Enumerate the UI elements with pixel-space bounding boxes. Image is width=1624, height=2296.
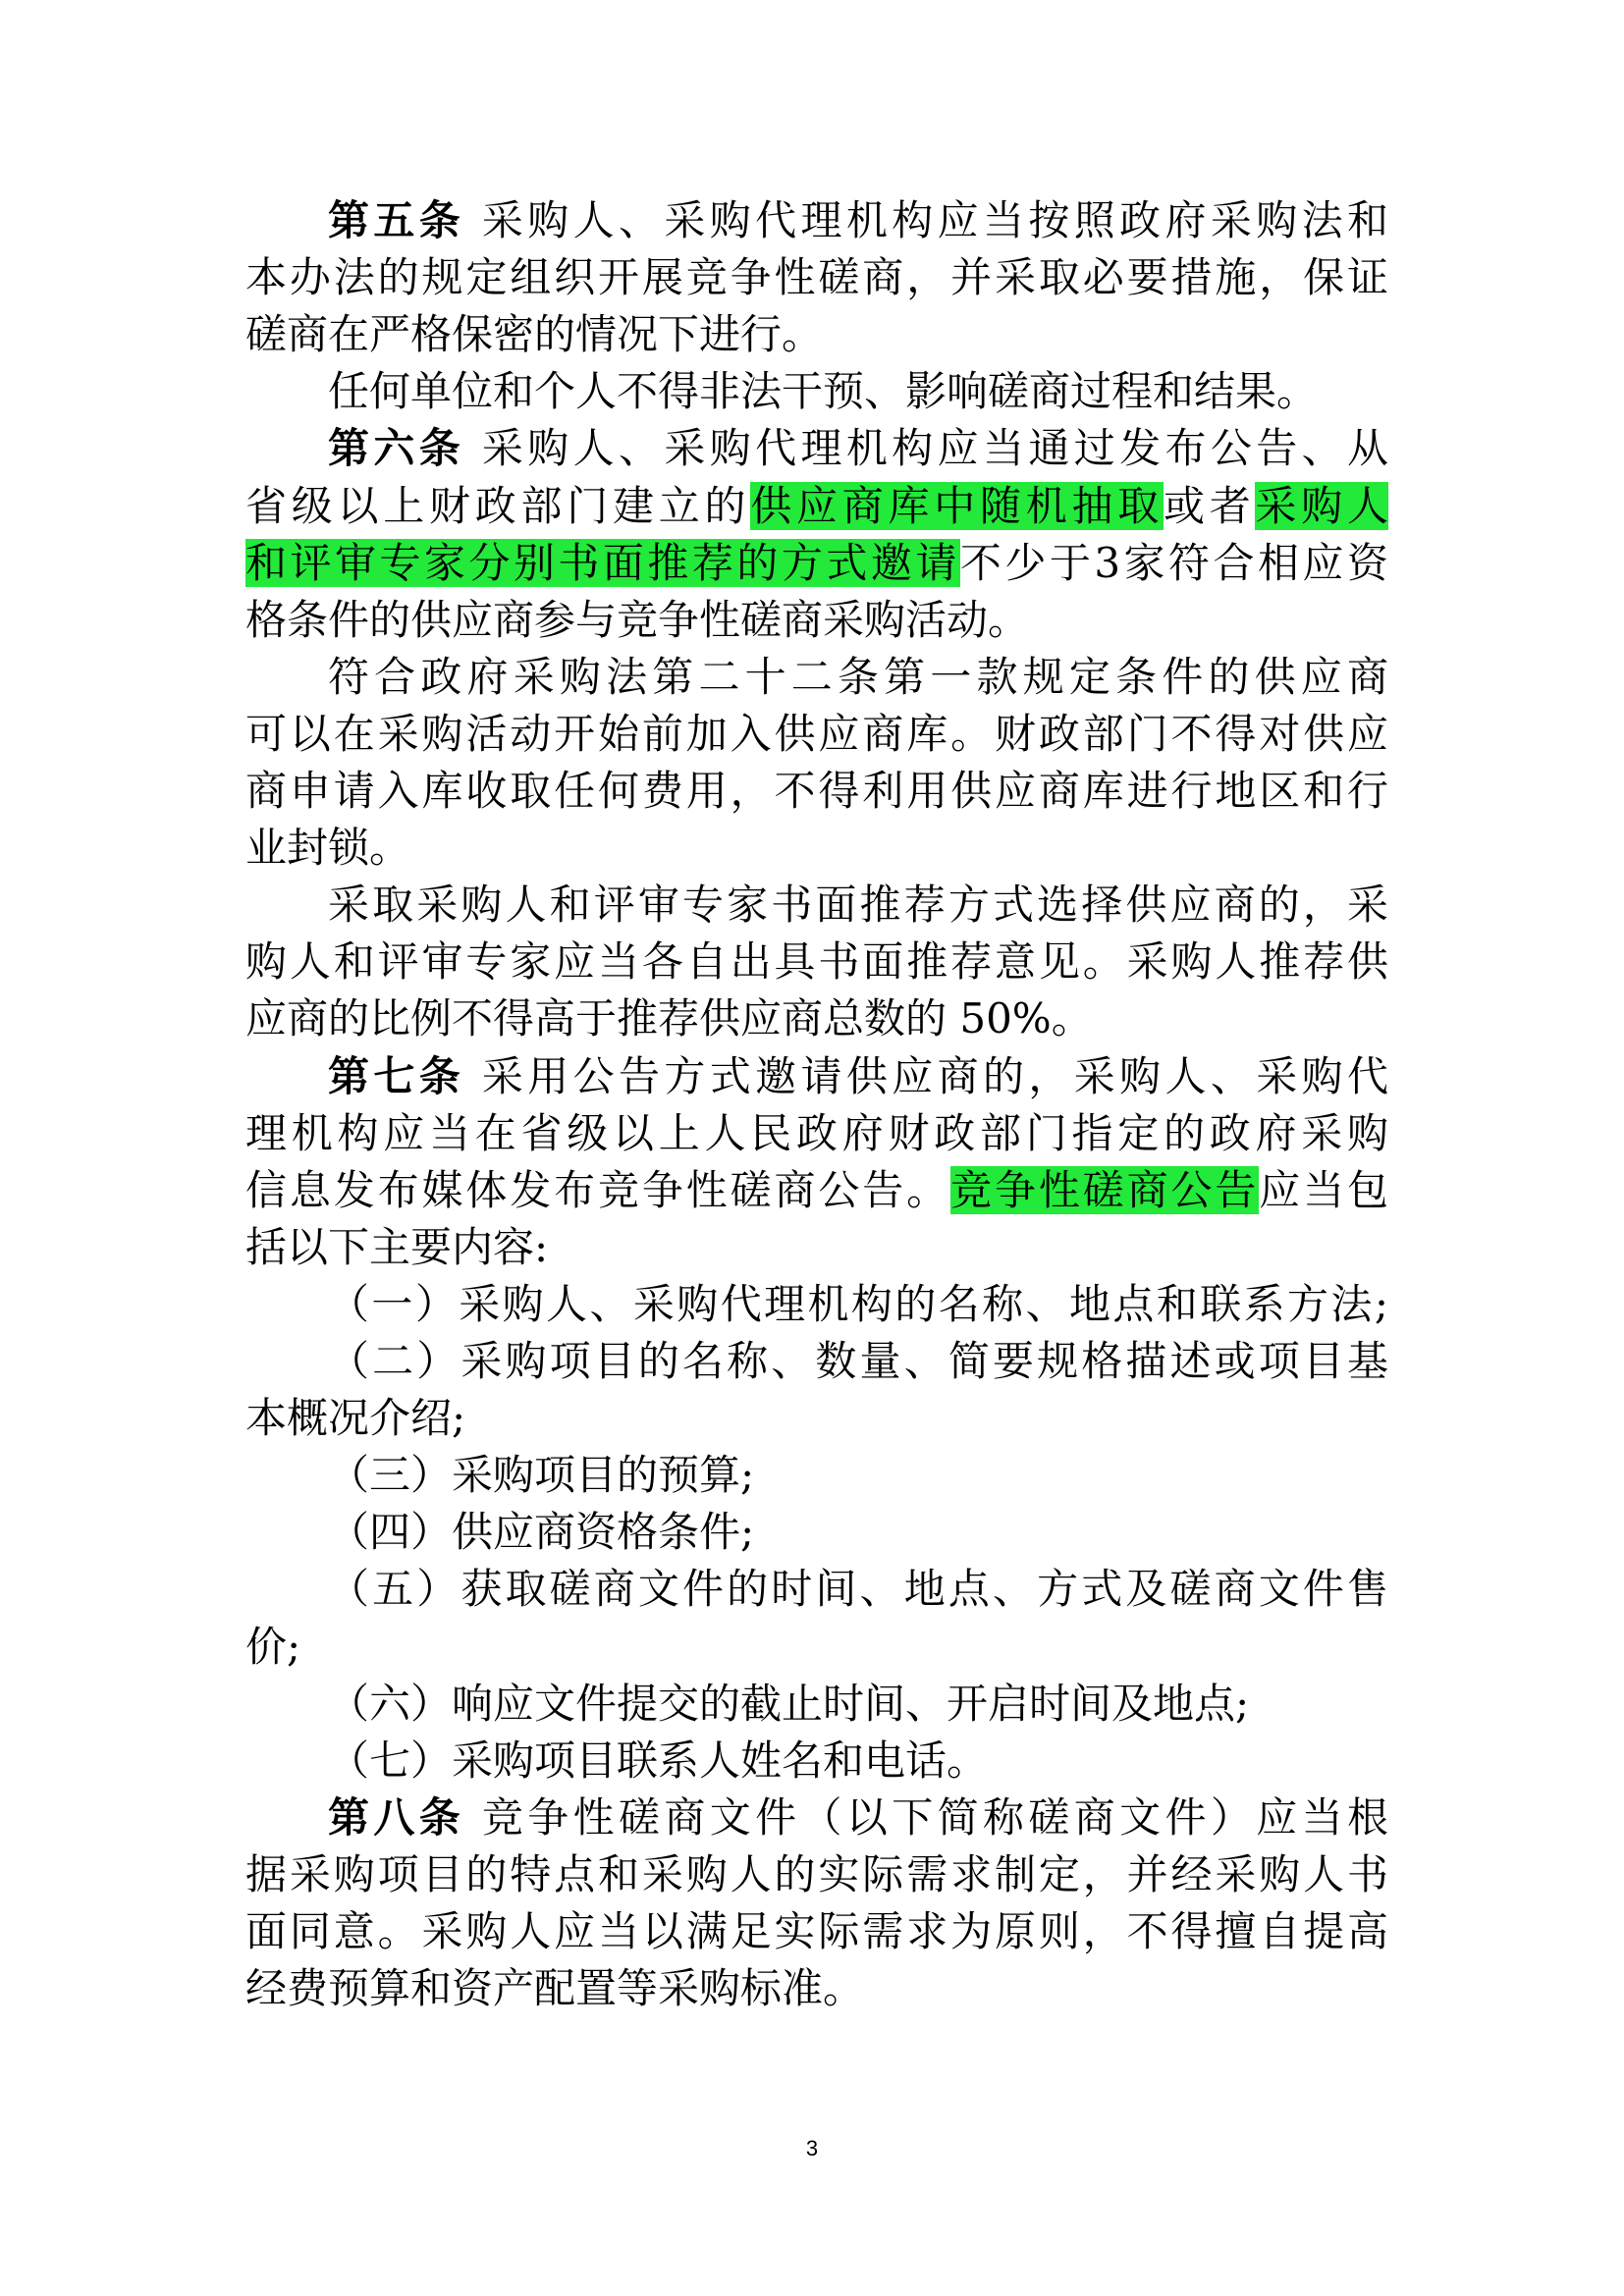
article-7-line-3	[245, 1162, 1388, 1219]
text-run: 本办法的规定组织开展竞争性磋商，并采取必要措施，保证	[245, 253, 1388, 302]
text-run: （七）采购项目联系人姓名和电话。	[328, 1735, 989, 1785]
article-5-para-2	[328, 363, 1318, 420]
article-8-line-2	[245, 1846, 1388, 1903]
article-6-para-2-line-3	[245, 763, 1388, 820]
text-run: （六）响应文件提交的截止时间、开启时间及地点;	[328, 1679, 1250, 1728]
text-run: 不少于3家符合相应资	[959, 538, 1388, 587]
page-number: 3	[805, 2136, 819, 2161]
article-7-item-2-line-2	[245, 1390, 465, 1447]
article-heading: 第六条	[328, 424, 465, 473]
article-7-item-7	[328, 1733, 988, 1789]
highlighted-text: 和评审专家分别书面推荐的方式邀请	[245, 538, 960, 587]
article-7-item-4	[328, 1504, 754, 1561]
text-run: 采购人、采购代理机构应当按照政府采购法和	[464, 196, 1388, 244]
text-run: 磋商在严格保密的情况下进行。	[245, 310, 824, 359]
text-run: 采用公告方式邀请供应商的，采购人、采购代	[464, 1051, 1388, 1100]
article-7-line-2	[245, 1105, 1388, 1162]
text-run: 业封锁。	[245, 824, 411, 873]
text-run: 省级以上财政部门建立的	[245, 481, 751, 530]
text-run: （五）获取磋商文件的时间、地点、方式及磋商文件售	[328, 1565, 1388, 1614]
article-7-item-3	[328, 1447, 754, 1504]
article-heading: 第五条	[328, 196, 465, 244]
text-run: 经费预算和资产配置等采购标准。	[245, 1964, 865, 2013]
article-6-line-1	[328, 420, 1388, 477]
article-5-line-2	[245, 249, 1388, 306]
text-run: 本概况介绍;	[245, 1394, 466, 1443]
text-run: 竞争性磋商文件（以下简称磋商文件）应当根	[464, 1792, 1388, 1842]
article-6-para-2-line-2	[245, 706, 1388, 763]
article-7-item-5-line-2	[245, 1619, 300, 1676]
highlighted-text: 竞争性磋商公告	[950, 1165, 1260, 1214]
text-run: 应商的比例不得高于推荐供应商总数的 50%。	[245, 994, 1093, 1043]
article-heading: 第八条	[328, 1792, 465, 1842]
article-6-para-2-line-1	[328, 649, 1388, 706]
text-run: 理机构应当在省级以上人民政府财政部门指定的政府采购	[245, 1108, 1388, 1157]
article-6-para-3-line-3	[245, 990, 1093, 1047]
text-run: 面同意。采购人应当以满足实际需求为原则，不得擅自提高	[245, 1907, 1388, 1955]
article-8-line-4	[245, 1960, 864, 2017]
article-8-line-3	[245, 1903, 1388, 1960]
text-run: 采购人、采购代理机构应当通过发布公告、从	[464, 424, 1388, 473]
article-7-item-5-line-1	[328, 1561, 1388, 1618]
article-7-item-6	[328, 1676, 1249, 1733]
text-run: （四）供应商资格条件;	[328, 1508, 755, 1557]
text-run: 商申请入库收取任何费用，不得利用供应商库进行地区和行	[245, 767, 1388, 815]
text-run: （三）采购项目的预算;	[328, 1451, 755, 1500]
text-run: 采取采购人和评审专家书面推荐方式选择供应商的，采	[328, 881, 1388, 930]
highlighted-text: 供应商库中随机抽取	[750, 481, 1164, 530]
highlighted-text: 采购人	[1255, 481, 1388, 530]
article-6-para-2-line-4	[245, 820, 410, 877]
article-7-line-4	[245, 1219, 548, 1276]
article-5-line-3	[245, 306, 823, 363]
article-6-para-3-line-1	[328, 877, 1388, 934]
article-5-line-1	[328, 192, 1388, 249]
text-run: 价;	[245, 1622, 301, 1671]
text-run: 信息发布媒体发布竞争性磋商公告。	[245, 1165, 951, 1214]
text-run: （一）采购人、采购代理机构的名称、地点和联系方法;	[328, 1279, 1388, 1328]
article-6-line-2	[245, 478, 1388, 535]
text-run: 应当包	[1259, 1165, 1388, 1214]
text-run: 任何单位和个人不得非法干预、影响磋商过程和结果。	[328, 367, 1319, 416]
text-run: 购人和评审专家应当各自出具书面推荐意见。采购人推荐供	[245, 937, 1388, 987]
article-7-line-1	[328, 1048, 1388, 1105]
article-6-para-3-line-2	[245, 934, 1388, 990]
article-6-line-4	[245, 592, 1029, 649]
text-run: 或者	[1163, 481, 1256, 530]
text-run: 符合政府采购法第二十二条第一款规定条件的供应商	[328, 652, 1388, 701]
text-run: 括以下主要内容:	[245, 1222, 549, 1271]
article-7-item-2-line-1	[328, 1333, 1388, 1390]
text-run: （二）采购项目的名称、数量、简要规格描述或项目基	[328, 1337, 1388, 1385]
article-6-line-3	[245, 535, 1388, 592]
text-run: 据采购项目的特点和采购人的实际需求制定，并经采购人书	[245, 1849, 1388, 1898]
article-heading: 第七条	[328, 1051, 465, 1100]
text-run: 可以在采购活动开始前加入供应商库。财政部门不得对供应	[245, 709, 1388, 758]
text-run: 格条件的供应商参与竞争性磋商采购活动。	[245, 595, 1030, 644]
article-8-line-1	[328, 1789, 1388, 1846]
article-7-item-1	[328, 1276, 1388, 1333]
